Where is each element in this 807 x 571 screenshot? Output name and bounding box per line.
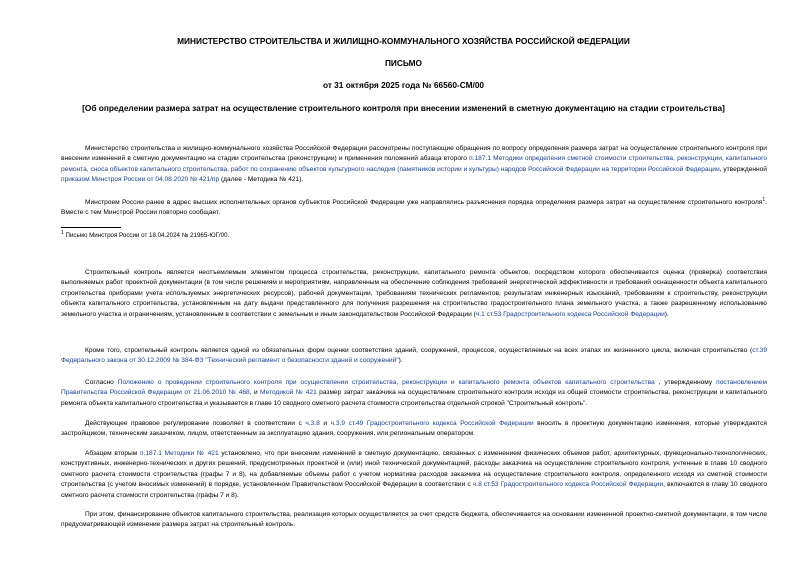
- footnote-ref: 1: [762, 196, 766, 203]
- footnote-divider: [61, 227, 121, 228]
- document-subject: [Об определении размера затрат на осуществление строительного контроля при внесении изменений в сметную документацию на стадии строительства]: [82, 103, 725, 113]
- link-p187-1-421[interactable]: п.187.1 Методики № 421: [139, 450, 219, 457]
- link-order-421[interactable]: приказом Минстроя России от 04.08.2020 № 421/пр: [61, 176, 220, 184]
- link-grk-49-3-9[interactable]: ч.3.9 ст.49 Градостроительного кодекса Российской Федерации: [330, 420, 534, 427]
- document-date-number: от 31 октября 2025 года № 66560-СМ/00: [322, 80, 485, 90]
- paragraph-8: При этом, финансирование объектов капитального строительства, реализация которых осуществляется за счет средств бюджета, обеспечивается на основании измененной проектно-сметной документации, в том числе предусматривающей изменение размера затрат на строительный контроль.: [61, 511, 767, 529]
- link-fz-384[interactable]: ст.39 Федерального закона от 30.12.2009 № 384-ФЗ "Технический регламент о безопасности зданий и сооружений": [61, 347, 767, 365]
- paragraph-4: Кроме того, строительный контроль является одной из обязательных форм оценки соответствия зданий, сооружений, процессов, осуществляемых на всех этапах их жизненного цикла, включая строительство (ст.39 Федерального закона от 30.12.2009 № 384-ФЗ "Технический регламент о безопасности зданий и сооружений").: [61, 347, 767, 365]
- ministry-title: МИНИСТЕРСТВО СТРОИТЕЛЬСТВА И ЖИЛИЩНО-КОММУНАЛЬНОГО ХОЗЯЙСТВА РОССИЙСКОЙ ФЕДЕРАЦИИ: [177, 36, 630, 46]
- paragraph-6: Действующее правовое регулирование позволяет в соответствии с ч.3.8 и ч.3.9 ст.49 Градостроительного кодекса Российской Федерации вносить в проектную документацию изменения, которые утверждаются застройщиком, техническим заказчиком, лицом, ответственным за эксплуатацию здания, сооружения, или региональным оператором.: [61, 420, 767, 438]
- link-decree-468[interactable]: постановлением Правительства Российской Федерации от 21.06.2010 № 468: [61, 379, 768, 397]
- link-regulation-control[interactable]: Положению о проведении строительного контроля при осуществлении строительства, реконструкции и капитального ремонта объектов капитального строительства: [117, 379, 655, 386]
- footnote: $^1$ Письмо Минстроя России от 18.04.2024 № 21965-ЮГ/00.: [61, 229, 230, 239]
- link-grk-49-3-8[interactable]: ч.3.8: [305, 420, 320, 427]
- link-methodology-p187-1[interactable]: п.187.1 Методики определения сметной стоимости строительства, реконструкции, капитального ремонта, сноса объектов капитального строительства, работ по сохранению объектов культурного наследия (памятников истории и культуры) народов Российской Федерации на территории Российской Федерации: [61, 155, 767, 173]
- paragraph-3: Строительный контроль является неотъемлемым элементом процесса строительства, реконструкции, капитального ремонта объектов, посредством которого обеспечивается оценка (проверка) соответствия выполняемых работ проектной документации (в том числе решениям и мероприятиям, направленным на обеспечение соблюдения требований энергетической эффективности и требований оснащенности объекта капитального строительства приборами учета используемых энергетических ресурсов), рабочей документации, требованиям технических регламентов, результатам инженерных изысканий, требованиям к строительству, реконструкции объекта капитального строительства, установленным на дату выдачи представленного для получения разрешения на строительство градостроительного плана земельного участка, а также разрешенному использованию земельного участка и ограничениям, установленным в соответствии с земельным и иным законодательством Российской Федерации (ч.1 ст.53 Градостроительного кодекса Российской Федерации).: [61, 269, 767, 318]
- link-methodology-421[interactable]: Методикой № 421: [260, 389, 317, 397]
- paragraph-1: Министерство строительства и жилищно-коммунального хозяйства Российской Федерации рассмотрены поступающие обращения по вопросу определения размера затрат на осуществление строительного контроля при внесении изменений в сметную документацию на стадии строительства (реконструкции) и применения положений абзаца второго п.187.1 Методики определения сметной стоимости строительства, реконструкции, капитального ремонта, сноса объектов капитального строительства, работ по сохранению объектов культурного наследия (памятников истории и культуры) народов Российской Федерации на территории Российской Федерации, утвержденной приказом Минстроя России от 04.08.2020 № 421/пр (далее - Методика № 421).: [61, 145, 767, 184]
- paragraph-5: Согласно Положению о проведении строительного контроля при осуществлении строительства, реконструкции и капитального ремонта объектов капитального строительства , утвержденному постановлением Правительства Российской Федерации от 21.06.2010 № 468, и Методикой № 421 размер затрат заказчика на осуществление строительного контроля исходя из общей стоимости строительства, реконструкции и капитального ремонта объекта капитального строительства и указывается в главе 10 сводного сметного расчета стоимости строительства отдельной строкой "Строительный контроль".: [61, 379, 768, 407]
- link-grk-53-8[interactable]: ч.8 ст.53 Градостроительного кодекса Российской Федерации: [472, 481, 664, 489]
- paragraph-2: Минстроем России ранее в адрес высших исполнительных органов субъектов Российской Федерации уже направлялись разъяснения порядка определения размера затрат на осуществление строительного контроля$^1$. Вместе с тем Минстрой России повторно сообщает.: [61, 196, 767, 217]
- link-grk-53-1[interactable]: ч.1 ст.53 Градостроительного кодекса Российской Федерации: [475, 310, 665, 318]
- document-type: ПИСЬМО: [384, 58, 423, 68]
- paragraph-7: Абзацем вторым п.187.1 Методики № 421 установлено, что при внесении изменений в сметную документацию, связанных с изменением физических объемов работ, архитектурных, функционально-технологических, конструктивных, инженерно-технических и других решений, предусмотренных проектной и (или) иной технической документацией, расходы заказчика на осуществление строительного контроля, учтенные в главе 10 сводного сметного расчета стоимости строительства (графы 7 и 8), на добавляемые объемы работ с учетом норматива расходов заказчика на осуществление строительного контроля, определенного исходя из сметной стоимости строительства (с учетом вносимых изменений) в порядке, установленном Правительством Российской Федерации в соответствии с ч.8 ст.53 Градостроительного кодекса Российской Федерации, включаются в главу 10 сводного сметного расчета стоимости строительства (графы 7 и 8).: [61, 450, 767, 499]
